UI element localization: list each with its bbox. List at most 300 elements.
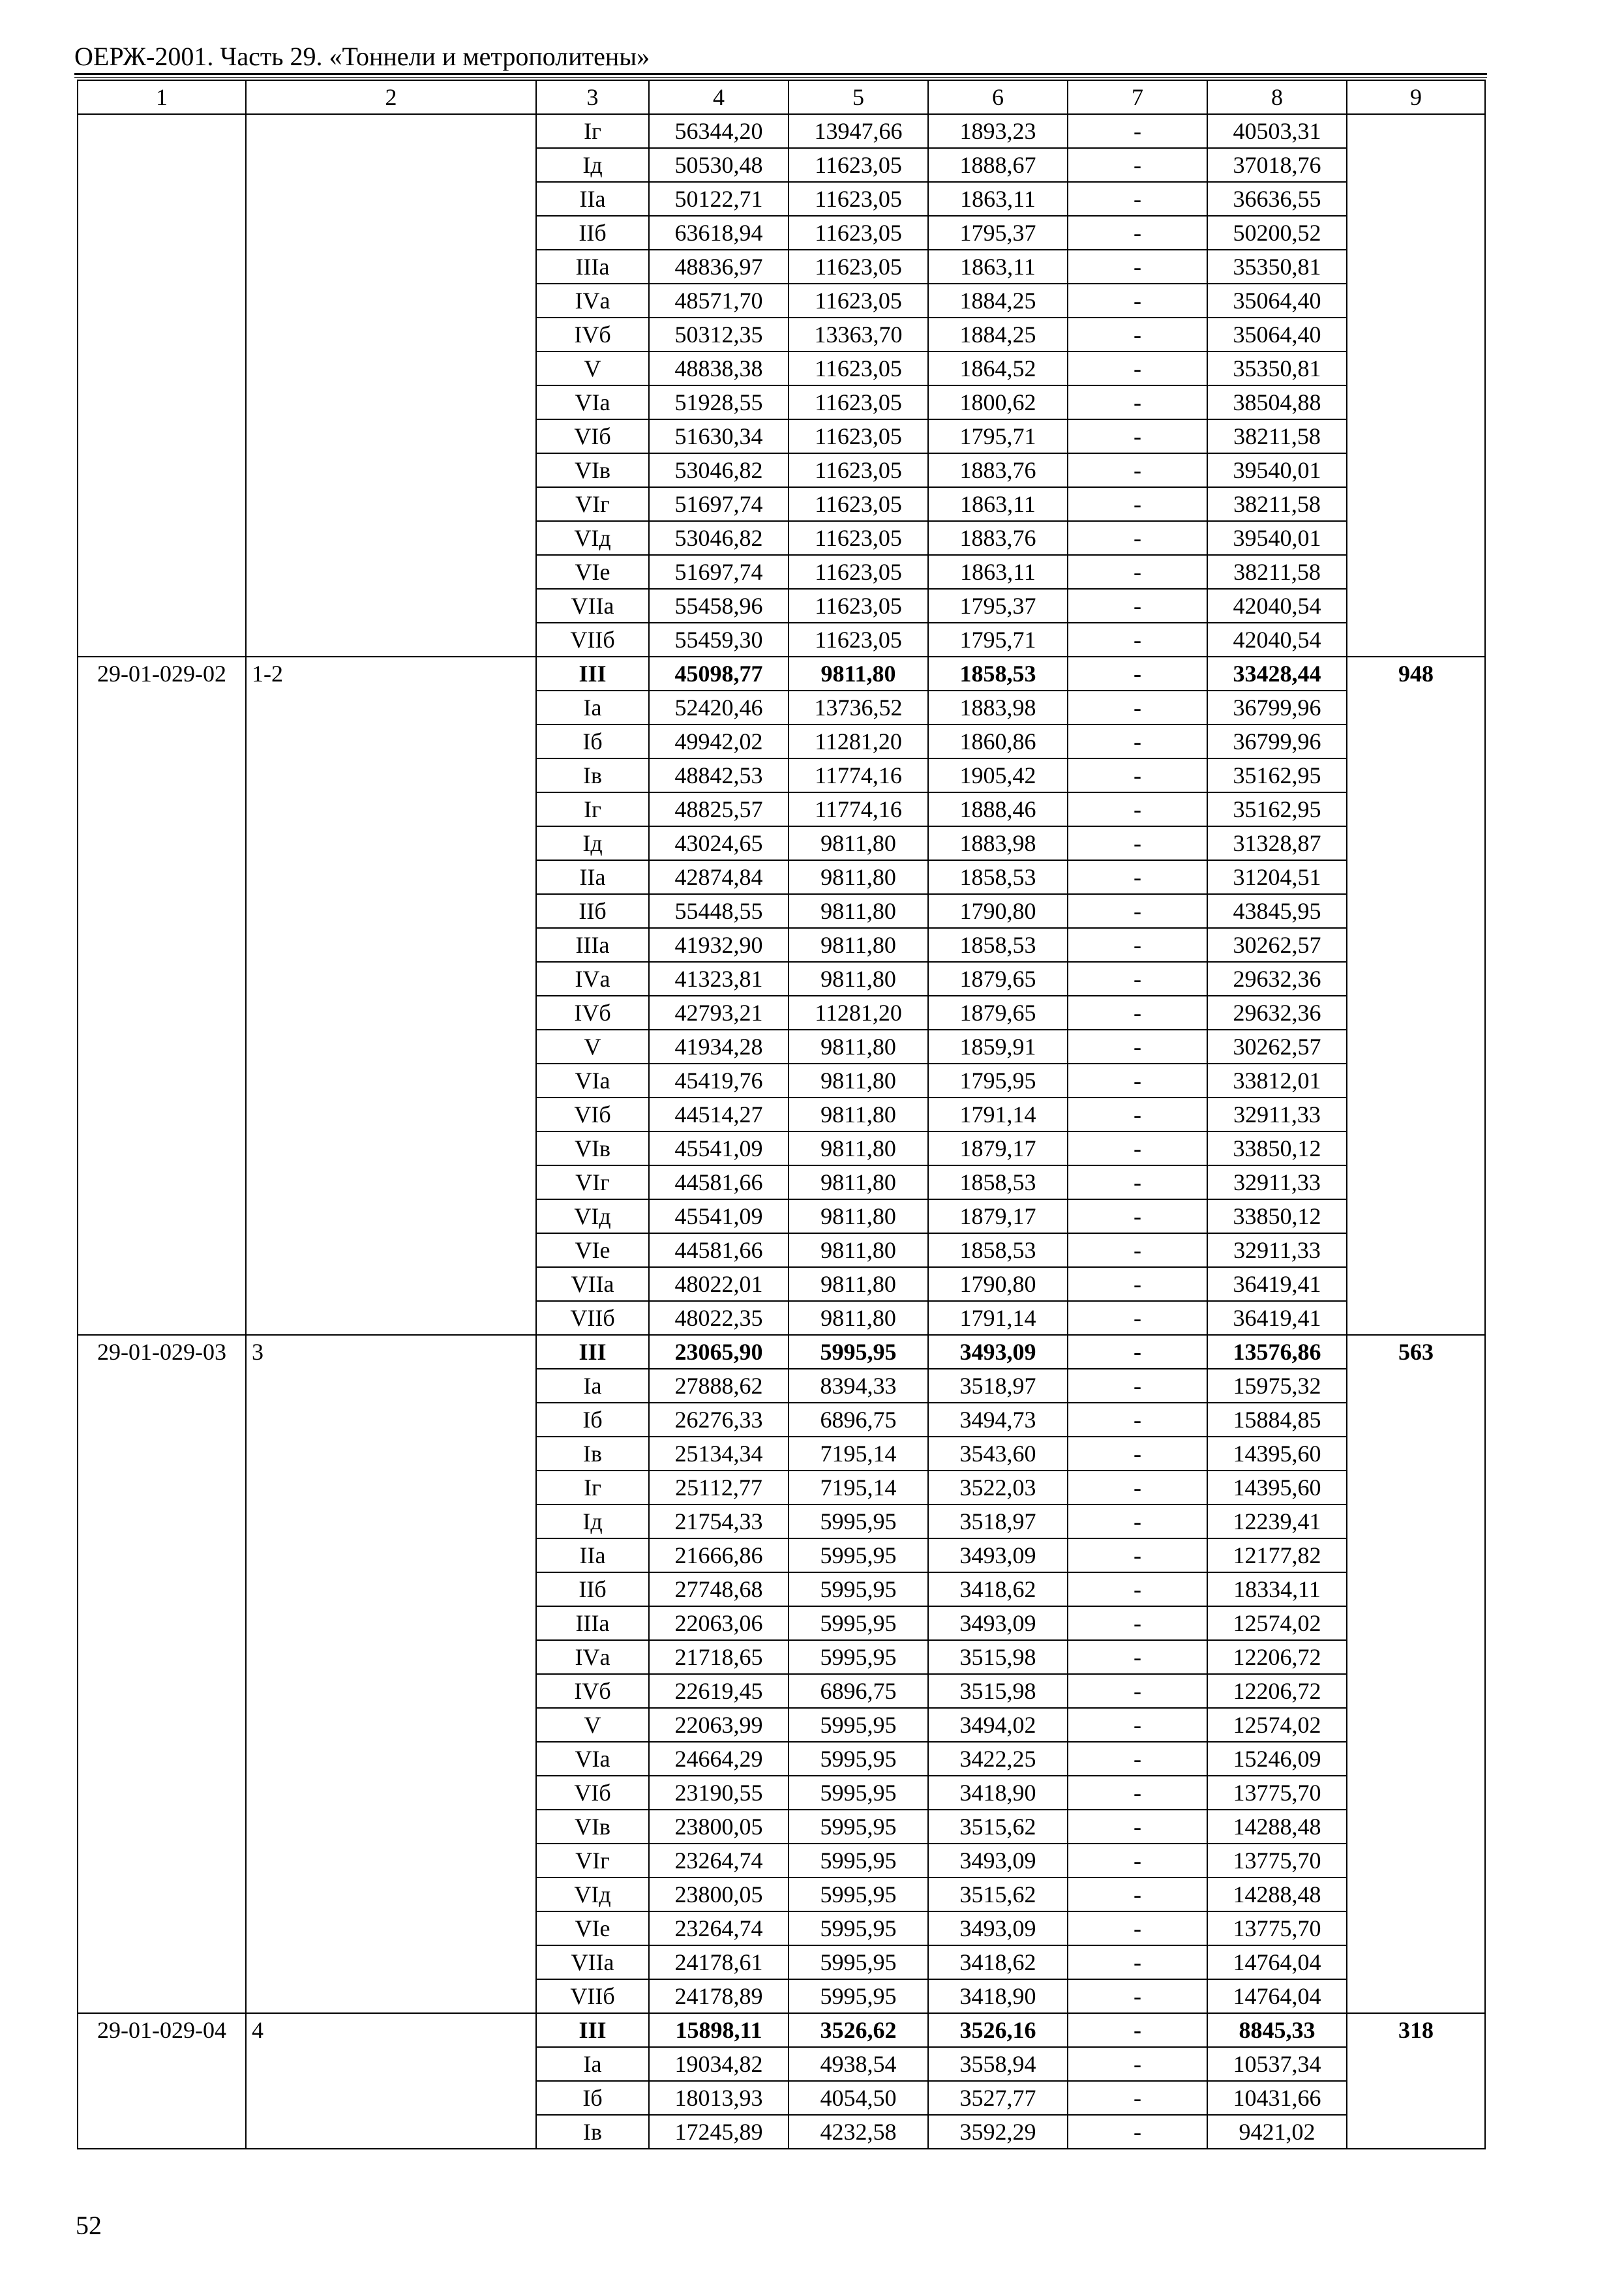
value-cell: 1795,71 bbox=[928, 419, 1068, 453]
value-cell: - bbox=[1068, 1199, 1207, 1233]
value-cell: 3418,90 bbox=[928, 1979, 1068, 2013]
table-row bbox=[78, 1335, 1485, 1369]
value-cell: 32911,33 bbox=[1207, 1098, 1347, 1131]
value-cell: 3543,60 bbox=[928, 1437, 1068, 1471]
value-cell: 9811,80 bbox=[789, 1131, 928, 1165]
value-cell: - bbox=[1068, 318, 1207, 352]
table-body bbox=[78, 114, 1485, 2149]
value-cell: 3418,90 bbox=[928, 1776, 1068, 1810]
zone-cell: III bbox=[536, 2013, 649, 2047]
value-cell: 3526,16 bbox=[928, 2013, 1068, 2047]
column-header: 7 bbox=[1068, 80, 1207, 114]
value-cell: 5995,95 bbox=[789, 1945, 928, 1979]
value-cell: 29632,36 bbox=[1207, 962, 1347, 996]
zone-cell: VIб bbox=[536, 1098, 649, 1131]
value-cell: 3518,97 bbox=[928, 1504, 1068, 1538]
value-cell: 1790,80 bbox=[928, 894, 1068, 928]
value-cell: 12206,72 bbox=[1207, 1640, 1347, 1674]
value-cell: 51928,55 bbox=[649, 385, 789, 419]
total-cell: 563 bbox=[1347, 1335, 1485, 2013]
value-cell: 6896,75 bbox=[789, 1674, 928, 1708]
value-cell: 3558,94 bbox=[928, 2047, 1068, 2081]
column-header: 9 bbox=[1347, 80, 1485, 114]
value-cell: 1795,37 bbox=[928, 216, 1068, 250]
total-cell: 948 bbox=[1347, 657, 1485, 1335]
zone-cell: VIе bbox=[536, 1911, 649, 1945]
value-cell: - bbox=[1068, 623, 1207, 657]
zone-cell: IIа bbox=[536, 860, 649, 894]
value-cell: 36419,41 bbox=[1207, 1301, 1347, 1335]
zone-cell: Iа bbox=[536, 2047, 649, 2081]
value-cell: 3515,98 bbox=[928, 1674, 1068, 1708]
value-cell: 1879,65 bbox=[928, 962, 1068, 996]
value-cell: 27888,62 bbox=[649, 1369, 789, 1403]
value-cell: 11623,05 bbox=[789, 284, 928, 318]
zone-cell: Iа bbox=[536, 691, 649, 725]
value-cell: 18013,93 bbox=[649, 2081, 789, 2115]
value-cell: 12574,02 bbox=[1207, 1606, 1347, 1640]
value-cell: 8845,33 bbox=[1207, 2013, 1347, 2047]
value-cell: 11623,05 bbox=[789, 521, 928, 555]
zone-cell: Iб bbox=[536, 725, 649, 758]
value-cell: 9811,80 bbox=[789, 1267, 928, 1301]
table-row bbox=[78, 2013, 1485, 2047]
zone-cell: IVб bbox=[536, 996, 649, 1030]
value-cell: - bbox=[1068, 1776, 1207, 1810]
value-cell: 10537,34 bbox=[1207, 2047, 1347, 2081]
zone-cell: IIIа bbox=[536, 928, 649, 962]
value-cell: 38211,58 bbox=[1207, 555, 1347, 589]
zone-cell: VIв bbox=[536, 453, 649, 487]
value-cell: - bbox=[1068, 250, 1207, 284]
value-cell: 36799,96 bbox=[1207, 725, 1347, 758]
value-cell: 4054,50 bbox=[789, 2081, 928, 2115]
value-cell: 38211,58 bbox=[1207, 487, 1347, 521]
value-cell: - bbox=[1068, 1030, 1207, 1064]
value-cell: 7195,14 bbox=[789, 1471, 928, 1504]
value-cell: - bbox=[1068, 385, 1207, 419]
value-cell: 1884,25 bbox=[928, 284, 1068, 318]
table-row bbox=[78, 657, 1485, 691]
value-cell: 23800,05 bbox=[649, 1878, 789, 1911]
value-cell: 3418,62 bbox=[928, 1945, 1068, 1979]
value-cell: 1864,52 bbox=[928, 352, 1068, 385]
value-cell: 32911,33 bbox=[1207, 1233, 1347, 1267]
value-cell: 5995,95 bbox=[789, 1810, 928, 1844]
value-cell: 51697,74 bbox=[649, 555, 789, 589]
value-cell: 1893,23 bbox=[928, 114, 1068, 148]
value-cell: 5995,95 bbox=[789, 1979, 928, 2013]
zone-cell: VIIа bbox=[536, 1267, 649, 1301]
value-cell: 3526,62 bbox=[789, 2013, 928, 2047]
zone-cell: Iд bbox=[536, 826, 649, 860]
page-header-title: ОЕРЖ-2001. Часть 29. «Тоннели и метрополитены» bbox=[74, 42, 650, 71]
value-cell: - bbox=[1068, 216, 1207, 250]
zone-cell: V bbox=[536, 1030, 649, 1064]
value-cell: - bbox=[1068, 1979, 1207, 2013]
item-number-cell bbox=[246, 114, 536, 657]
value-cell: 44581,66 bbox=[649, 1165, 789, 1199]
value-cell: 1863,11 bbox=[928, 487, 1068, 521]
value-cell: 22063,06 bbox=[649, 1606, 789, 1640]
value-cell: - bbox=[1068, 1165, 1207, 1199]
price-table bbox=[77, 80, 1486, 2149]
value-cell: 14764,04 bbox=[1207, 1945, 1347, 1979]
zone-cell: IIIа bbox=[536, 250, 649, 284]
value-cell: 38211,58 bbox=[1207, 419, 1347, 453]
value-cell: - bbox=[1068, 1945, 1207, 1979]
item-code-cell bbox=[78, 114, 246, 657]
zone-cell: Iв bbox=[536, 758, 649, 792]
value-cell: - bbox=[1068, 1844, 1207, 1878]
value-cell: - bbox=[1068, 2013, 1207, 2047]
zone-cell: IIб bbox=[536, 894, 649, 928]
value-cell: 14764,04 bbox=[1207, 1979, 1347, 2013]
value-cell: 31204,51 bbox=[1207, 860, 1347, 894]
value-cell: 5995,95 bbox=[789, 1878, 928, 1911]
value-cell: 3515,62 bbox=[928, 1810, 1068, 1844]
item-number-cell: 1-2 bbox=[246, 657, 536, 1335]
zone-cell: VIг bbox=[536, 487, 649, 521]
value-cell: - bbox=[1068, 1606, 1207, 1640]
value-cell: 35064,40 bbox=[1207, 284, 1347, 318]
value-cell: 43845,95 bbox=[1207, 894, 1347, 928]
zone-cell: IVб bbox=[536, 318, 649, 352]
item-code-cell: 29-01-029-04 bbox=[78, 2013, 246, 2149]
zone-cell: VIг bbox=[536, 1165, 649, 1199]
value-cell: 23190,55 bbox=[649, 1776, 789, 1810]
value-cell: 15884,85 bbox=[1207, 1403, 1347, 1437]
value-cell: 1863,11 bbox=[928, 250, 1068, 284]
value-cell: 11623,05 bbox=[789, 148, 928, 182]
value-cell: - bbox=[1068, 1233, 1207, 1267]
value-cell: - bbox=[1068, 352, 1207, 385]
value-cell: 13775,70 bbox=[1207, 1776, 1347, 1810]
value-cell: 5995,95 bbox=[789, 1708, 928, 1742]
value-cell: 24664,29 bbox=[649, 1742, 789, 1776]
value-cell: 15975,32 bbox=[1207, 1369, 1347, 1403]
value-cell: 9811,80 bbox=[789, 1098, 928, 1131]
zone-cell: IIа bbox=[536, 1538, 649, 1572]
value-cell: - bbox=[1068, 419, 1207, 453]
value-cell: 9811,80 bbox=[789, 1233, 928, 1267]
value-cell: 1790,80 bbox=[928, 1267, 1068, 1301]
value-cell: 11623,05 bbox=[789, 216, 928, 250]
value-cell: 1858,53 bbox=[928, 860, 1068, 894]
value-cell: 52420,46 bbox=[649, 691, 789, 725]
value-cell: 9811,80 bbox=[789, 894, 928, 928]
value-cell: 1863,11 bbox=[928, 555, 1068, 589]
value-cell: 11623,05 bbox=[789, 487, 928, 521]
value-cell: 63618,94 bbox=[649, 216, 789, 250]
value-cell: - bbox=[1068, 860, 1207, 894]
value-cell: 9811,80 bbox=[789, 826, 928, 860]
value-cell: 42793,21 bbox=[649, 996, 789, 1030]
zone-cell: VIа bbox=[536, 1742, 649, 1776]
value-cell: 3494,02 bbox=[928, 1708, 1068, 1742]
value-cell: 11623,05 bbox=[789, 623, 928, 657]
value-cell: 40503,31 bbox=[1207, 114, 1347, 148]
zone-cell: VIIб bbox=[536, 1979, 649, 2013]
item-number-cell: 3 bbox=[246, 1335, 536, 2013]
value-cell: 48836,97 bbox=[649, 250, 789, 284]
zone-cell: Iб bbox=[536, 1403, 649, 1437]
value-cell: 56344,20 bbox=[649, 114, 789, 148]
value-cell: 24178,89 bbox=[649, 1979, 789, 2013]
value-cell: 41323,81 bbox=[649, 962, 789, 996]
value-cell: 4938,54 bbox=[789, 2047, 928, 2081]
value-cell: 23800,05 bbox=[649, 1810, 789, 1844]
value-cell: 12574,02 bbox=[1207, 1708, 1347, 1742]
value-cell: 9811,80 bbox=[789, 1301, 928, 1335]
zone-cell: Iв bbox=[536, 1437, 649, 1471]
value-cell: - bbox=[1068, 114, 1207, 148]
value-cell: 1879,65 bbox=[928, 996, 1068, 1030]
value-cell: 48022,01 bbox=[649, 1267, 789, 1301]
page-number: 52 bbox=[76, 2211, 102, 2240]
zone-cell: VIе bbox=[536, 1233, 649, 1267]
value-cell: 8394,33 bbox=[789, 1369, 928, 1403]
value-cell: 11623,05 bbox=[789, 453, 928, 487]
value-cell: 45541,09 bbox=[649, 1199, 789, 1233]
value-cell: - bbox=[1068, 148, 1207, 182]
item-number-cell: 4 bbox=[246, 2013, 536, 2149]
value-cell: 1905,42 bbox=[928, 758, 1068, 792]
value-cell: 13736,52 bbox=[789, 691, 928, 725]
value-cell: - bbox=[1068, 996, 1207, 1030]
zone-cell: VIг bbox=[536, 1844, 649, 1878]
value-cell: - bbox=[1068, 1369, 1207, 1403]
value-cell: 1859,91 bbox=[928, 1030, 1068, 1064]
column-number-row bbox=[78, 80, 1485, 114]
value-cell: 55459,30 bbox=[649, 623, 789, 657]
value-cell: - bbox=[1068, 1538, 1207, 1572]
value-cell: 11774,16 bbox=[789, 758, 928, 792]
value-cell: 9811,80 bbox=[789, 928, 928, 962]
item-code-cell: 29-01-029-03 bbox=[78, 1335, 246, 2013]
zone-cell: Iг bbox=[536, 1471, 649, 1504]
zone-cell: IIа bbox=[536, 182, 649, 216]
value-cell: 30262,57 bbox=[1207, 928, 1347, 962]
zone-cell: VIб bbox=[536, 1776, 649, 1810]
value-cell: 1883,76 bbox=[928, 521, 1068, 555]
value-cell: 48838,38 bbox=[649, 352, 789, 385]
value-cell: - bbox=[1068, 1437, 1207, 1471]
zone-cell: VIа bbox=[536, 385, 649, 419]
value-cell: 45419,76 bbox=[649, 1064, 789, 1098]
value-cell: 5995,95 bbox=[789, 1504, 928, 1538]
zone-cell: Iв bbox=[536, 2115, 649, 2149]
zone-cell: V bbox=[536, 352, 649, 385]
value-cell: 11281,20 bbox=[789, 996, 928, 1030]
value-cell: 14395,60 bbox=[1207, 1437, 1347, 1471]
value-cell: 11623,05 bbox=[789, 352, 928, 385]
value-cell: 27748,68 bbox=[649, 1572, 789, 1606]
item-code-cell: 29-01-029-02 bbox=[78, 657, 246, 1335]
value-cell: - bbox=[1068, 1810, 1207, 1844]
column-header: 6 bbox=[928, 80, 1068, 114]
value-cell: - bbox=[1068, 1911, 1207, 1945]
value-cell: - bbox=[1068, 2081, 1207, 2115]
value-cell: - bbox=[1068, 1471, 1207, 1504]
value-cell: 11623,05 bbox=[789, 589, 928, 623]
value-cell: 1858,53 bbox=[928, 928, 1068, 962]
value-cell: 1858,53 bbox=[928, 1233, 1068, 1267]
value-cell: 22063,99 bbox=[649, 1708, 789, 1742]
zone-cell: VIIа bbox=[536, 589, 649, 623]
value-cell: 5995,95 bbox=[789, 1742, 928, 1776]
value-cell: 38504,88 bbox=[1207, 385, 1347, 419]
value-cell: 1860,86 bbox=[928, 725, 1068, 758]
value-cell: 3515,98 bbox=[928, 1640, 1068, 1674]
value-cell: - bbox=[1068, 826, 1207, 860]
value-cell: 1883,98 bbox=[928, 691, 1068, 725]
value-cell: 35064,40 bbox=[1207, 318, 1347, 352]
value-cell: - bbox=[1068, 758, 1207, 792]
value-cell: - bbox=[1068, 453, 1207, 487]
zone-cell: IVа bbox=[536, 1640, 649, 1674]
value-cell: 48571,70 bbox=[649, 284, 789, 318]
value-cell: - bbox=[1068, 691, 1207, 725]
value-cell: 32911,33 bbox=[1207, 1165, 1347, 1199]
value-cell: 35162,95 bbox=[1207, 758, 1347, 792]
value-cell: - bbox=[1068, 894, 1207, 928]
zone-cell: IIб bbox=[536, 1572, 649, 1606]
value-cell: 13363,70 bbox=[789, 318, 928, 352]
value-cell: 9811,80 bbox=[789, 1199, 928, 1233]
value-cell: 50200,52 bbox=[1207, 216, 1347, 250]
value-cell: 1879,17 bbox=[928, 1131, 1068, 1165]
value-cell: - bbox=[1068, 2047, 1207, 2081]
value-cell: 13576,86 bbox=[1207, 1335, 1347, 1369]
value-cell: - bbox=[1068, 1335, 1207, 1369]
value-cell: - bbox=[1068, 1708, 1207, 1742]
value-cell: 1791,14 bbox=[928, 1301, 1068, 1335]
zone-cell: V bbox=[536, 1708, 649, 1742]
value-cell: - bbox=[1068, 589, 1207, 623]
value-cell: - bbox=[1068, 487, 1207, 521]
value-cell: - bbox=[1068, 1504, 1207, 1538]
value-cell: 21754,33 bbox=[649, 1504, 789, 1538]
value-cell: 25112,77 bbox=[649, 1471, 789, 1504]
zone-cell: IVа bbox=[536, 962, 649, 996]
value-cell: 31328,87 bbox=[1207, 826, 1347, 860]
value-cell: 3493,09 bbox=[928, 1538, 1068, 1572]
value-cell: 37018,76 bbox=[1207, 148, 1347, 182]
column-header: 3 bbox=[536, 80, 649, 114]
value-cell: 42040,54 bbox=[1207, 623, 1347, 657]
value-cell: 1795,71 bbox=[928, 623, 1068, 657]
value-cell: 4232,58 bbox=[789, 2115, 928, 2149]
value-cell: 53046,82 bbox=[649, 453, 789, 487]
value-cell: 33850,12 bbox=[1207, 1131, 1347, 1165]
value-cell: 5995,95 bbox=[789, 1572, 928, 1606]
zone-cell: VIIб bbox=[536, 623, 649, 657]
value-cell: 1863,11 bbox=[928, 182, 1068, 216]
zone-cell: VIв bbox=[536, 1131, 649, 1165]
value-cell: 21666,86 bbox=[649, 1538, 789, 1572]
zone-cell: VIд bbox=[536, 521, 649, 555]
zone-cell: VIв bbox=[536, 1810, 649, 1844]
value-cell: 13947,66 bbox=[789, 114, 928, 148]
value-cell: - bbox=[1068, 962, 1207, 996]
value-cell: - bbox=[1068, 1131, 1207, 1165]
value-cell: 42874,84 bbox=[649, 860, 789, 894]
zone-cell: III bbox=[536, 657, 649, 691]
value-cell: 13775,70 bbox=[1207, 1911, 1347, 1945]
value-cell: 45541,09 bbox=[649, 1131, 789, 1165]
value-cell: 3494,73 bbox=[928, 1403, 1068, 1437]
value-cell: 1791,14 bbox=[928, 1098, 1068, 1131]
value-cell: 26276,33 bbox=[649, 1403, 789, 1437]
value-cell: 9811,80 bbox=[789, 1064, 928, 1098]
value-cell: 1884,25 bbox=[928, 318, 1068, 352]
value-cell: 49942,02 bbox=[649, 725, 789, 758]
value-cell: 1800,62 bbox=[928, 385, 1068, 419]
value-cell: 11623,05 bbox=[789, 182, 928, 216]
value-cell: - bbox=[1068, 1640, 1207, 1674]
value-cell: 5995,95 bbox=[789, 1844, 928, 1878]
value-cell: 11623,05 bbox=[789, 250, 928, 284]
value-cell: - bbox=[1068, 1674, 1207, 1708]
value-cell: - bbox=[1068, 1742, 1207, 1776]
value-cell: 48825,57 bbox=[649, 792, 789, 826]
value-cell: - bbox=[1068, 1878, 1207, 1911]
value-cell: 22619,45 bbox=[649, 1674, 789, 1708]
column-header: 8 bbox=[1207, 80, 1347, 114]
value-cell: 21718,65 bbox=[649, 1640, 789, 1674]
value-cell: 10431,66 bbox=[1207, 2081, 1347, 2115]
value-cell: 3422,25 bbox=[928, 1742, 1068, 1776]
value-cell: 33428,44 bbox=[1207, 657, 1347, 691]
value-cell: 5995,95 bbox=[789, 1911, 928, 1945]
value-cell: 30262,57 bbox=[1207, 1030, 1347, 1064]
zone-cell: VIд bbox=[536, 1199, 649, 1233]
zone-cell: IVб bbox=[536, 1674, 649, 1708]
value-cell: - bbox=[1068, 657, 1207, 691]
value-cell: 5995,95 bbox=[789, 1538, 928, 1572]
value-cell: 9811,80 bbox=[789, 860, 928, 894]
value-cell: 39540,01 bbox=[1207, 453, 1347, 487]
zone-cell: VIа bbox=[536, 1064, 649, 1098]
value-cell: 9421,02 bbox=[1207, 2115, 1347, 2149]
zone-cell: Iд bbox=[536, 1504, 649, 1538]
value-cell: 7195,14 bbox=[789, 1437, 928, 1471]
value-cell: - bbox=[1068, 555, 1207, 589]
value-cell: 3493,09 bbox=[928, 1844, 1068, 1878]
value-cell: - bbox=[1068, 928, 1207, 962]
value-cell: - bbox=[1068, 284, 1207, 318]
value-cell: 1858,53 bbox=[928, 657, 1068, 691]
zone-cell: VIIб bbox=[536, 1301, 649, 1335]
value-cell: 50312,35 bbox=[649, 318, 789, 352]
value-cell: 1888,46 bbox=[928, 792, 1068, 826]
value-cell: 3493,09 bbox=[928, 1606, 1068, 1640]
value-cell: 1795,37 bbox=[928, 589, 1068, 623]
value-cell: - bbox=[1068, 725, 1207, 758]
value-cell: 14288,48 bbox=[1207, 1810, 1347, 1844]
value-cell: 55448,55 bbox=[649, 894, 789, 928]
value-cell: 23264,74 bbox=[649, 1911, 789, 1945]
zone-cell: Iг bbox=[536, 114, 649, 148]
zone-cell: IIIа bbox=[536, 1606, 649, 1640]
value-cell: 36799,96 bbox=[1207, 691, 1347, 725]
value-cell: 11623,05 bbox=[789, 555, 928, 589]
zone-cell: IIб bbox=[536, 216, 649, 250]
value-cell: 5995,95 bbox=[789, 1335, 928, 1369]
value-cell: - bbox=[1068, 521, 1207, 555]
zone-cell: Iг bbox=[536, 792, 649, 826]
